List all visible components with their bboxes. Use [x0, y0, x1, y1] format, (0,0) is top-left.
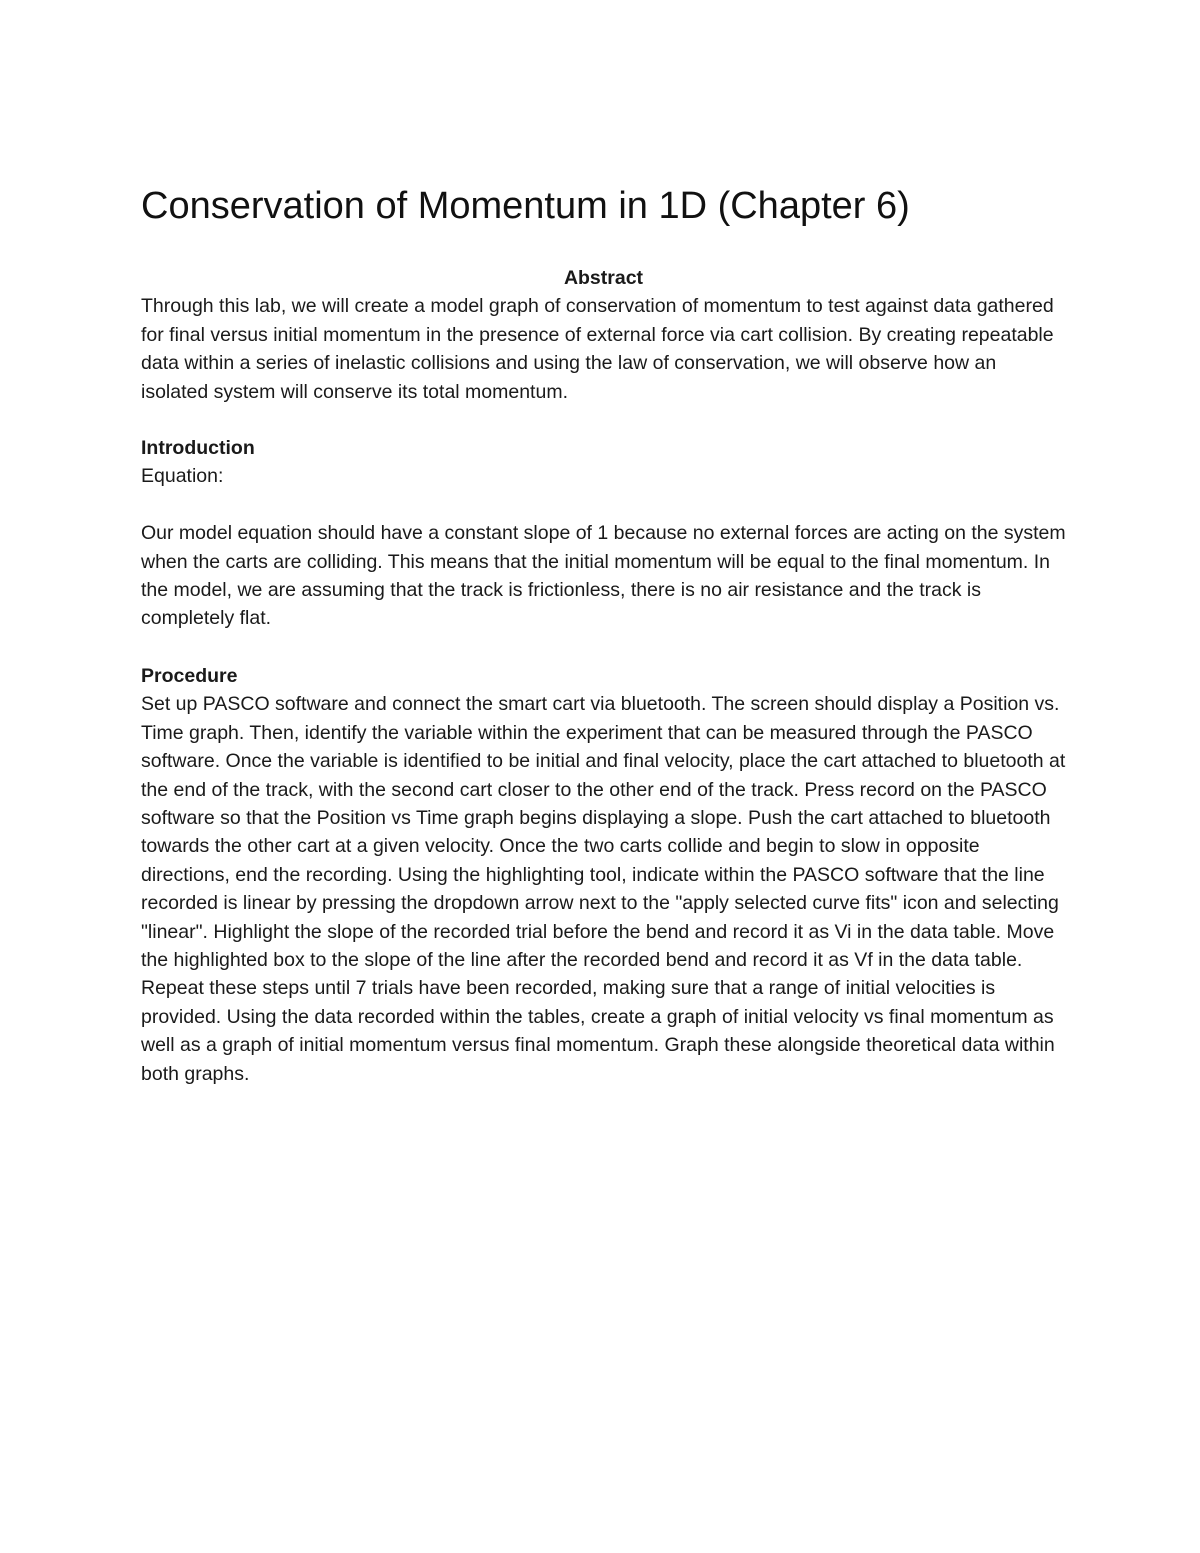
equation-label: Equation: [141, 465, 224, 488]
abstract-heading: Abstract [563, 267, 644, 289]
introduction-text: Our model equation should have a constant slope of 1 because no external forces are acting on the system when the carts are colliding. This means that the initial momentum will be equal to the final momentum. In the model, we are assuming that the track is frictionless, there is no air resistance and the track is completely flat. [141, 522, 1066, 630]
procedure-text: Set up PASCO software and connect the smart cart via bluetooth. The screen should display a Position vs. Time graph. Then, identify the variable within the experiment that can be measured through the PASCO software. Once the variable is identified to be initial and final velocity, place the cart attached to bluetooth at the end of the track, with the second cart closer to the other end of the track. Press record on the PASCO software so that the Position vs Time graph begins displaying a slope. Push the cart attached to bluetooth towards the other cart at a given velocity. Once the two carts collide and begin to slow in opposite directions, end the recording. Using the highlighting tool, indicate within the PASCO software that the line recorded is linear by pressing the dropdown arrow next to the "apply selected curve fits" icon and selecting "linear". Highlight the slope of the recorded trial before the bend and record it as Vi in the data table. Move the highlighted box to the slope of the line after the recorded bend and record it as Vf in the data table. Repeat these steps until 7 trials have been recorded, making sure that a range of initial velocities is provided. Using the data recorded within the tables, create a graph of initial velocity vs final momentum as well as a graph of initial momentum versus final momentum. Graph these alongside theoretical data within both graphs. [141, 693, 1066, 1085]
abstract-section [141, 264, 1066, 406]
document-title: Conservation of Momentum in 1D (Chapter 6) [141, 185, 910, 227]
equation-placeholder [141, 491, 1066, 519]
introduction-heading: Introduction [141, 437, 255, 459]
introduction-section [141, 434, 1066, 633]
abstract-text: Through this lab, we will create a model graph of conservation of momentum to test against data gathered for final versus initial momentum in the presence of external force via cart collision. By creating repeatable data within a series of inelastic collisions and using the law of conservation, we will observe how an isolated system will conserve its total momentum. [141, 295, 1054, 403]
procedure-heading: Procedure [141, 665, 238, 687]
procedure-section [141, 662, 1066, 1088]
